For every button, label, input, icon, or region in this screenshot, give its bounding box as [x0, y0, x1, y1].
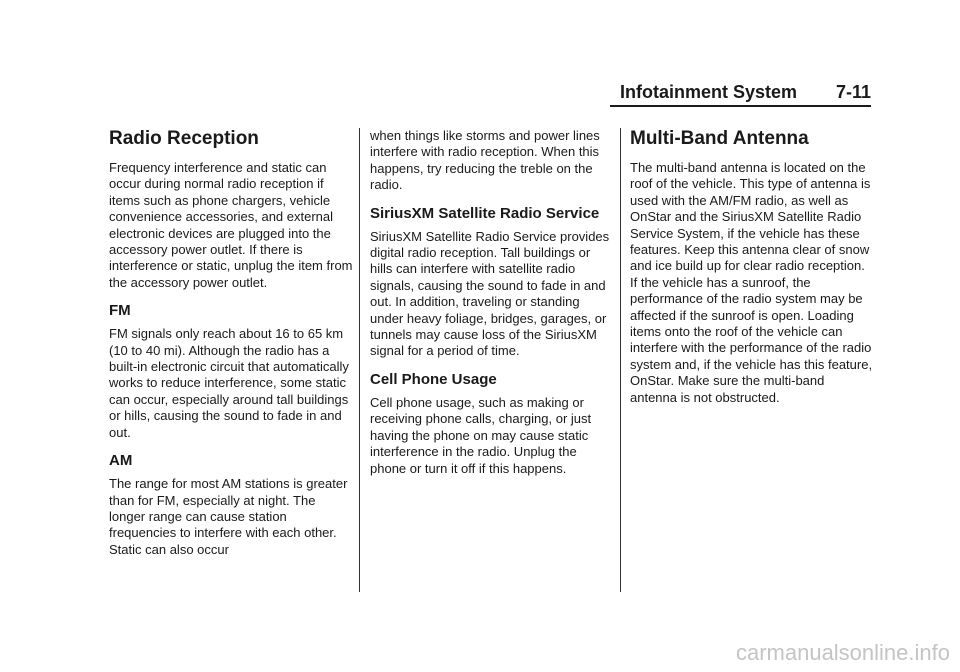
- column-divider-1: [359, 128, 360, 592]
- header-rule: [610, 105, 871, 107]
- section-title: Infotainment System: [619, 82, 797, 102]
- column-2: [370, 128, 612, 477]
- heading-radio-reception: Radio Reception: [109, 128, 259, 149]
- paragraph-fm: FM signals only reach about 16 to 65 km (10 to 40 mi). Although the radio has a built-in electronic circuit that automatically works to reduce interference, some static can occur, especially around tall buildings or hills, causing the sound to fade in and out.: [109, 326, 349, 440]
- column-divider-2: [620, 128, 621, 592]
- column-3: [630, 128, 874, 406]
- paragraph-am-continued: when things like storms and power lines interfere with radio reception. When this happens, try reducing the treble on the radio.: [370, 128, 600, 193]
- paragraph-multi-band-antenna: The multi-band antenna is located on the roof of the vehicle. This type of antenna is used with the AM/FM radio, as well as OnStar and the SiriusXM Satellite Radio Service System, if the vehicle has these features. Keep this antenna clear of snow and ice build up for clear radio reception. If the vehicle has a sunroof, the performance of the radio system may be affected if the sunroof is open. Loading items onto the roof of the vehicle can interfere with the performance of the radio system and, if the vehicle has this feature, OnStar. Make sure the multi-band antenna is not obstructed.: [630, 160, 873, 405]
- heading-siriusxm: SiriusXM Satellite Radio Service: [370, 204, 600, 222]
- heading-multi-band-antenna: Multi-Band Antenna: [630, 128, 809, 149]
- heading-fm: FM: [109, 302, 131, 320]
- paragraph-am: The range for most AM stations is greater than for FM, especially at night. The longer range can cause station frequencies to interfere with each other. Static can also occur: [109, 476, 348, 557]
- watermark: carmanualsonline.info: [735, 640, 950, 665]
- paragraph-siriusxm: SiriusXM Satellite Radio Service provides digital radio reception. Tall buildings or hills can interfere with satellite radio signals, causing the sound to fade in and out. In addition, traveling or standing under heavy foliage, bridges, garages, or tunnels may cause loss of the SiriusXM signal for a period of time.: [370, 228, 610, 359]
- heading-am: AM: [109, 452, 133, 470]
- paragraph-cell-phone: Cell phone usage, such as making or receiving phone calls, charging, or just having the phone on may cause static interference in the radio. Unplug the phone or turn it off if this happens.: [370, 394, 592, 476]
- heading-cell-phone: Cell Phone Usage: [370, 370, 497, 388]
- column-1: [109, 128, 353, 558]
- page-number: 7-11: [835, 82, 871, 102]
- page-header: [610, 78, 871, 108]
- paragraph-radio-reception: Frequency interference and static can occur during normal radio reception if items such as phone chargers, vehicle convenience accessories, and external electronic devices are plugged into the accessory power outlet. If there is interference or static, unplug the item from the accessory power outlet.: [109, 160, 353, 290]
